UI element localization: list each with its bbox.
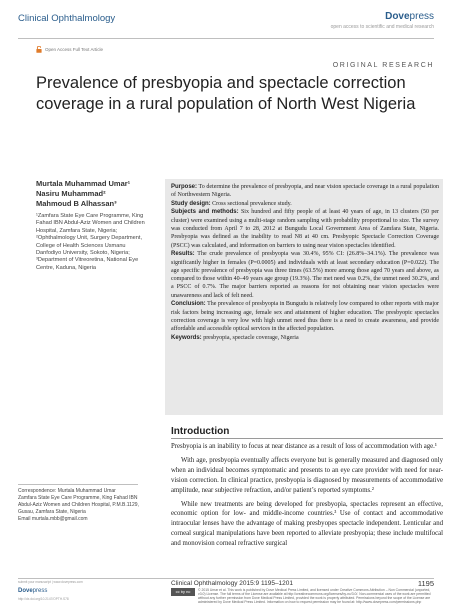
abstract-label: Purpose:	[171, 184, 198, 190]
dovepress-logo[interactable]	[385, 11, 434, 22]
abstract-text: The crude prevalence of presbyopia was 30.4%, 95% CI: (26.8%–34.1%). The prevalence was significantly higher in females (P=0.0005) and individuals with at least secondary education (P=0.022). The age specific prevalence of presbyopia was three times (63.5%) more among those aged 70 years and above, as compared to those within 40–49 years age group (19.3%). The met need was 0.2%, the unmet need 30.2%, and a PSCC of 0.7%. The major barriers reported as reasons for not obtaining near vision spectacles were unawareness and lack of felt need.	[171, 251, 439, 299]
abstract-purpose	[171, 183, 439, 200]
abstract-text: The prevalence of presbyopia in Bungudu is relatively low compared to other reports with major risk factors being increasing age, female sex and attainment of higher education. The presbyopic spectacles correction coverage is very low with high unmet need thus there is a need to create awareness, and provide affordable and accessible optical services in the affected population.	[171, 301, 440, 333]
abstract-keywords	[171, 334, 439, 342]
footer-divider	[18, 578, 434, 579]
abstract-text: Cross sectional prevalence study.	[212, 200, 292, 207]
doi-link[interactable]: http://dx.doi.org/10.2147/OPTH.S78	[18, 597, 69, 601]
citation-line: Clinical Ophthalmology 2015:9 1195–1201	[171, 580, 294, 587]
article-type: ORIGINAL RESEARCH	[332, 62, 434, 69]
paragraph: Presbyopia is an inability to focus at near distance as a result of loss of accommodation with age.¹	[171, 443, 437, 450]
brand-bold: Dove	[385, 11, 410, 22]
abstract-label: Subjects and methods:	[171, 209, 239, 216]
footer-logo[interactable]	[18, 588, 47, 594]
author: Mahmoud B Alhassan³	[36, 199, 117, 208]
abstract-conclusion	[171, 300, 439, 333]
correspondence-address: Zamfara State Eye Care Programme, King Fahad IBN Abdul-Aziz Women and Children Hospital, P.M.B.1129, Gusau, Zamfara State, Nigeria	[18, 494, 139, 515]
abstract-text: presbyopia, spectacle coverage, Nigeria	[203, 334, 299, 341]
paragraph: With age, presbyopia eventually affects everyone but is generally measured and diagnosed only when an individual becomes symptomatic and presents to an eye care provider with need for near-vision correction. In clinical practice, presbyopia is diagnosed by measurements of accommodative amplitude, near subjective refraction, and/or patient’s reported symptoms.²	[171, 456, 443, 494]
abstract-subjects	[171, 208, 439, 249]
abstract-label: Study design:	[171, 200, 211, 207]
section-divider	[171, 438, 443, 439]
abstract-label: Conclusion:	[171, 301, 206, 308]
header-divider	[18, 38, 434, 39]
journal-name: Clinical Ophthalmology	[18, 13, 116, 24]
correspondence-divider	[18, 484, 138, 485]
abstract-label: Keywords:	[171, 334, 202, 341]
open-lock-icon	[36, 46, 42, 53]
abstract-design	[171, 200, 439, 208]
page-number: 1195	[417, 579, 434, 588]
brand-light: press	[32, 588, 48, 594]
author-list	[36, 179, 146, 209]
abstract-label: Results:	[171, 251, 195, 258]
submit-link[interactable]: submit your manuscript | www.dovepress.com	[18, 580, 83, 584]
introduction-body	[171, 442, 443, 553]
author: Murtala Muhammad Umar¹	[36, 179, 131, 188]
abstract-text: Six hundred and fifty people of at least 40 years of age, in 13 clusters (50 per cluster) were examined using a multi-stage random sampling with probability proportional to size. The survey was conducted from April 7 to 28, 2012 at Bungudu Local Government Area of Zamfara State, Nigeria. Presbyopia was defined as the inability to read N8 at 40 cm. Presbyopic Spectacle Correction Coverage (PSCC) was calculated, and information on barriers to using near vision spectacles identified.	[171, 209, 439, 249]
correspondence	[18, 488, 140, 523]
abstract-text: To determine the prevalence of presbyopia, and near vision spectacle coverage in a rural population of Northwestern Nigeria.	[171, 184, 439, 199]
correspondence-label: Correspondence: Murtala Muhammad Umar	[18, 488, 116, 494]
article-title: Prevalence of presbyopia and spectacle correction coverage in a rural population of North West Nigeria	[36, 74, 416, 113]
abstract-results	[171, 250, 439, 300]
brand-light: press	[409, 11, 434, 22]
license-text: © 2015 Umar et al. This work is published by Dove Medical Press Limited, and licensed under Creative Commons Attribution – Non Commercial (unported, v3.0) License. The full terms of the License are available at http://creativecommons.org/licenses/by-nc/3.0/. Non-commercial uses of the work are permitted without any further permission from Dove Medical Press Limited, provided the work is properly attributed. Permissions beyond the scope of the License are administered by Dove Medical Press Limited. Information on how to request permission may be found at: http://www.dovepress.com/permissions.php	[198, 588, 431, 605]
paragraph: While new treatments are being developed for presbyopia, spectacles represent an effective, economic option for low- and middle-income countries.³ Use of contact and accommodative intraocular lenses have the advantage of making presbyopes spectacle independent. Lenticular and corneal surgical manipulations have been reported to alleviate presbyopia; these include multifocal and monovision corneal refractive surgical	[171, 500, 443, 548]
affiliations: ¹Zamfara State Eye Care Programme, King Fahad IBN Abdul-Aziz Women and Children Hospital, Zamfara State, Nigeria; ²Ophthalmology Unit, Surgery Department, College of Health Sciences Usmanu Danfodiyo University, Sokoto, Nigeria; ³Department of Vitreoretina, National Eye Centre, Kaduna, Nigeria	[36, 213, 145, 271]
section-heading: Introduction	[171, 426, 230, 437]
cc-license-badge[interactable]: cc by nc	[171, 588, 195, 596]
abstract	[171, 183, 439, 342]
open-access-row	[36, 46, 103, 53]
brand-bold: Dove	[18, 588, 33, 594]
header-url[interactable]: open access to scientific and medical research	[330, 24, 434, 30]
author: Nasiru Muhammad²	[36, 189, 106, 198]
open-access-label: Open Access Full Text Article	[45, 47, 103, 52]
correspondence-email[interactable]: Email murtala.mbb@gmail.com	[18, 515, 88, 522]
